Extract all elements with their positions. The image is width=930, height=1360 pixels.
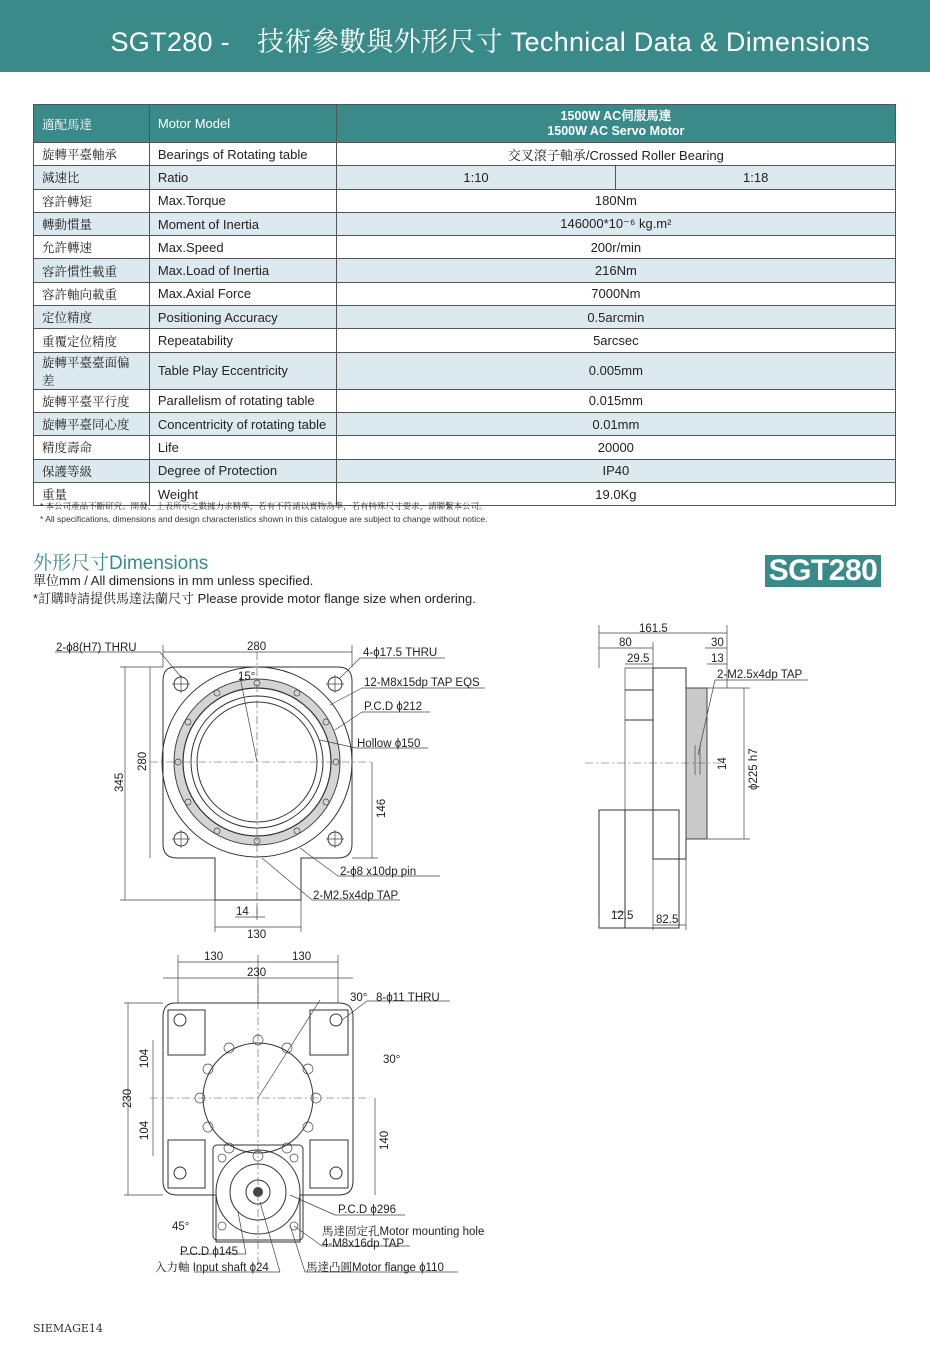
row-zh: 容許轉矩 [34,189,150,212]
row-en: Degree of Protection [149,459,336,482]
bottom-label-flange: 馬達凸圓Motor flange ϕ110 [306,1262,444,1274]
bottom-label-140: 140 [379,1130,391,1150]
row-value: 216Nm [336,259,895,282]
row-value: 交叉滾子軸承/Crossed Roller Bearing [336,143,895,166]
front-label-angle: 15° [238,671,256,683]
row-en: Max.Load of Inertia [149,259,336,282]
row-zh: 保護等級 [34,459,150,482]
row-zh: 重覆定位精度 [34,329,150,352]
row-value: IP40 [336,459,895,482]
bottom-label-230: 230 [247,967,267,979]
front-label-tap25: 2-M2.5x4dp TAP [313,890,399,902]
side-view-drawing [585,623,808,930]
page-title: SGT280 - 技術參數與外形尺寸 Technical Data & Dimensions [110,27,870,57]
row-value-ratio-b: 1:18 [616,166,896,189]
bottom-label-ang30a: 30° [350,992,368,1004]
row-zh: 轉動慣量 [34,212,150,235]
bottom-view-drawing [122,951,484,1274]
row-value: 20000 [336,436,895,459]
row-value: 0.5arcmin [336,306,895,329]
row-zh: 容許軸向載重 [34,282,150,305]
front-label-tap-eqs: 12-M8x15dp TAP EQS [364,677,480,689]
row-en: Repeatability [149,329,336,352]
row-en: Positioning Accuracy [149,306,336,329]
row-value: 0.005mm [336,352,895,389]
side-label-80: 80 [619,637,632,649]
row-en: Table Play Eccentricity [149,352,336,389]
row-en: Parallelism of rotating table [149,389,336,412]
bottom-label-230v: 230 [122,1088,134,1108]
unit-note: 單位mm / All dimensions in mm unless specified. [33,573,314,588]
row-en: Weight [149,482,336,505]
head-en: Motor Model [149,105,336,143]
row-en: Concentricity of rotating table [149,412,336,435]
side-label-1615: 161.5 [639,623,668,635]
front-label-width: 280 [247,641,267,653]
row-value: 146000*10⁻⁶ kg.m² [336,212,895,235]
bottom-label-pcd296: P.C.D ϕ296 [338,1204,397,1216]
side-flange [653,668,686,859]
side-label-295: 29.5 [627,653,650,665]
row-zh: 允許轉速 [34,236,150,259]
bottom-label-130b: 130 [292,951,312,963]
front-label-pin10: 2-ϕ8 x10dp pin [340,866,417,878]
bottom-label-ang45: 45° [172,1221,190,1233]
front-label-height280: 280 [137,751,149,771]
row-value: 180Nm [336,189,895,212]
row-zh: 定位精度 [34,306,150,329]
bottom-label-104b: 104 [139,1120,151,1140]
side-table [686,688,707,839]
side-label-tap: 2-M2.5x4dp TAP [717,669,803,681]
row-value: 19.0Kg [336,482,895,505]
row-en: Max.Speed [149,236,336,259]
order-note: *訂購時請提供馬達法蘭尺寸 Please provide motor flange size when ordering. [33,591,476,606]
row-zh: 旋轉平臺軸承 [34,143,150,166]
row-en: Bearings of Rotating table [149,143,336,166]
side-label-225: ϕ225 h7 [748,748,760,790]
bottom-label-mtap: 4-M8x16dp TAP [322,1238,405,1250]
bottom-label-130a: 130 [204,951,224,963]
head-value-en: 1500W AC Servo Motor [547,123,685,138]
front-label-d14: 14 [236,906,249,918]
row-en: Life [149,436,336,459]
front-label-d146: 146 [376,798,388,818]
row-zh: 精度壽命 [34,436,150,459]
front-label-pcd: P.C.D ϕ212 [364,701,423,713]
row-en: Ratio [149,166,336,189]
row-zh: 減速比 [34,166,150,189]
row-value: 7000Nm [336,282,895,305]
page-footer: SIEMAGE14 [33,1322,103,1335]
bottom-label-shaft: 入力軸 Input shaft ϕ24 [155,1262,269,1274]
row-value: 5arcsec [336,329,895,352]
bottom-label-mount: 馬達固定孔Motor mounting hole [322,1226,485,1238]
side-label-825: 82.5 [656,914,679,926]
row-value: 0.015mm [336,389,895,412]
side-label-125: 12.5 [611,910,634,922]
side-label-13: 13 [711,653,724,665]
front-view-drawing [55,641,485,941]
row-zh: 旋轉平臺臺面偏差 [34,352,150,389]
side-label-14: 14 [717,757,729,770]
bottom-label-thru11: 8-ϕ11 THRU [376,992,440,1004]
row-value-ratio-a: 1:10 [336,166,616,189]
row-en: Moment of Inertia [149,212,336,235]
head-zh: 適配馬達 [34,105,150,143]
row-zh: 重量 [34,482,150,505]
row-value: 200r/min [336,236,895,259]
row-en: Max.Torque [149,189,336,212]
dimensions-title: 外形尺寸Dimensions [33,553,209,574]
front-label-height345: 345 [114,772,126,792]
front-label-hollow: Hollow ϕ150 [357,738,421,750]
model-badge: SGT280 [765,555,881,587]
row-zh: 旋轉平臺同心度 [34,412,150,435]
row-zh: 旋轉平臺平行度 [34,389,150,412]
row-zh: 容許慣性載重 [34,259,150,282]
bottom-label-pcd145: P.C.D ϕ145 [180,1246,239,1258]
side-label-30: 30 [711,637,724,649]
note-en: * All specifications, dimensions and design characteristics shown in this catalogue are subject to change without notice. [40,514,488,524]
bottom-label-104a: 104 [139,1048,151,1068]
head-value-zh: 1500W AC伺服馬達 [560,108,672,123]
front-label-pin-thru: 2-ϕ8(H7) THRU [56,642,137,654]
note-zh: * 本公司產品不斷研究、開發，上表所示之數據力求精準，若有不符請以實物為準，若有特殊尺寸要求，請聯繫本公司。 [40,501,488,511]
row-en: Max.Axial Force [149,282,336,305]
front-label-w130: 130 [247,929,267,941]
row-value: 0.01mm [336,412,895,435]
front-label-thru175: 4-ϕ17.5 THRU [363,647,438,659]
bottom-label-ang30b: 30° [383,1054,401,1066]
